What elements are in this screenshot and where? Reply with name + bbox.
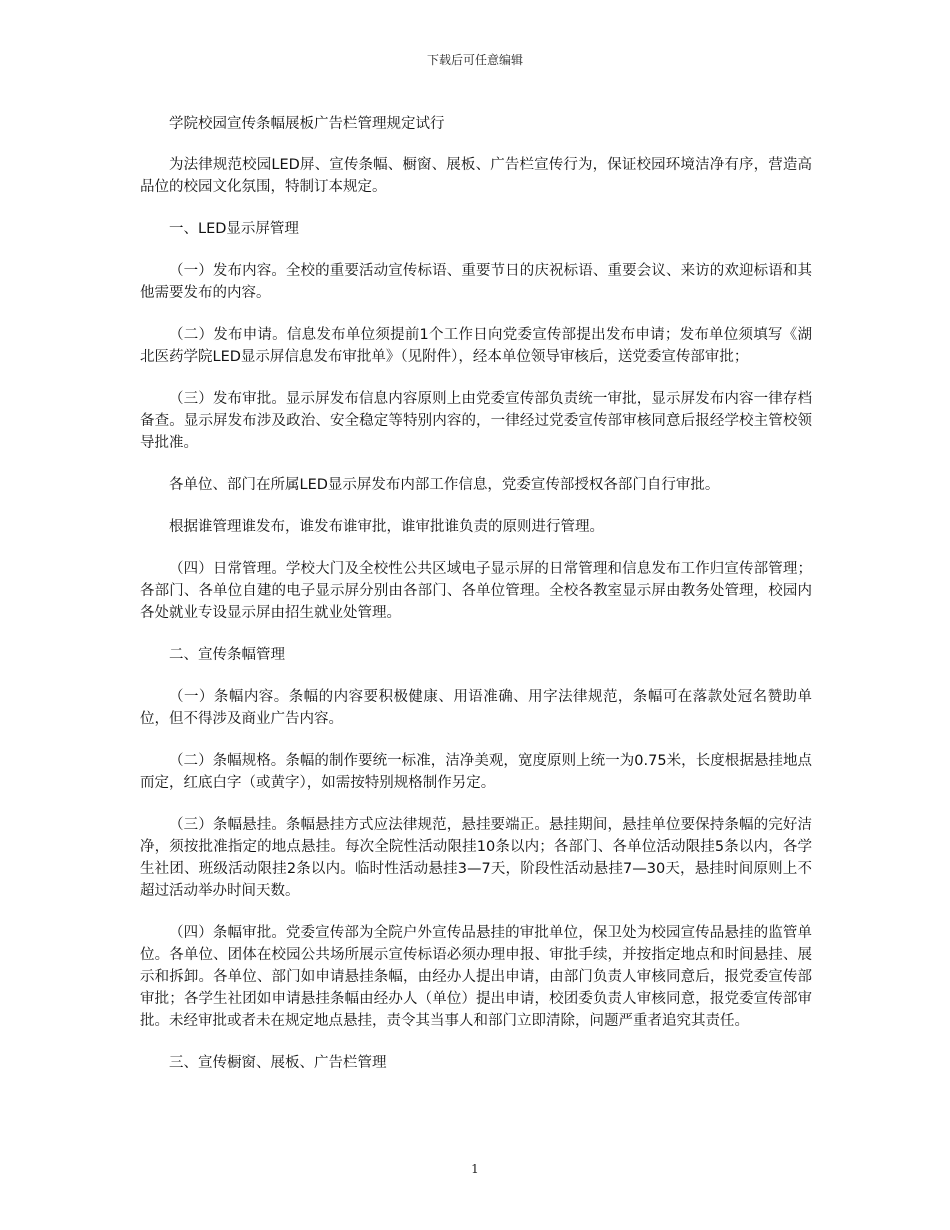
page-header: 下载后可任意编辑 [426,53,523,67]
section-1-paragraph-1: （一）发布内容。全校的重要活动宣传标语、重要节日的庆祝标语、重要会议、来访的欢迎标语和其他需要发布的内容。 [140,263,812,301]
section-2-paragraph-4: （四）条幅审批。党委宣传部为全院户外宣传品悬挂的审批单位，保卫处为校园宣传品悬挂的监管单位。各单位、团体在校园公共场所展示宣传标语必须办理申报、审批手续，并按指定地点和时间悬挂、展示和拆卸。各单位、部门如申请悬挂条幅，由经办人提出申请，由部门负责人审核同意后，报党委宣传部审批；各学生社团如申请悬挂条幅由经办人（单位）提出申请，校团委负责人审核同意，报党委宣传部审批。未经审批或者未在规定地点悬挂，责令其当事人和部门立即清除，问题严重者追究其责任。 [140,925,812,1029]
section-1-paragraph-3: （三）发布审批。显示屏发布信息内容原则上由党委宣传部负责统一审批，显示屏发布内容一律存档备查。显示屏发布涉及政治、安全稳定等特别内容的，一律经过党委宣传部审核同意后报经学校主管校领导批准。 [140,391,812,451]
page-number: 1 [471,1162,479,1176]
section-1-paragraph-6: （四）日常管理。学校大门及全校性公共区域电子显示屏的日常管理和信息发布工作归宣传部管理；各部门、各单位自建的电子显示屏分别由各部门、各单位管理。全校各教室显示屏由教务处管理，校园内各处就业专设显示屏由招生就业处管理。 [140,561,812,621]
section-2-paragraph-3: （三）条幅悬挂。条幅悬挂方式应法律规范，悬挂要端正。悬挂期间，悬挂单位要保持条幅的完好洁净，须按批准指定的地点悬挂。每次全院性活动限挂10条以内；各部门、各单位活动限挂5条以内，各学生社团、班级活动限挂2条以内。临时性活动悬挂3—7天，阶段性活动悬挂7—30天，悬挂时间原则上不超过活动举办时间天数。 [140,817,812,899]
document-body [140,113,812,1094]
section-2-heading: 二、宣传条幅管理 [169,647,285,663]
section-3-heading: 三、宣传橱窗、展板、广告栏管理 [169,1055,387,1071]
section-1-paragraph-5: 根据谁管理谁发布，谁发布谁审批，谁审批谁负责的原则进行管理。 [169,519,604,535]
section-1-heading: 一、LED显示屏管理 [169,221,299,237]
section-2-paragraph-1: （一）条幅内容。条幅的内容要积极健康、用语准确、用字法律规范，条幅可在落款处冠名赞助单位，但不得涉及商业广告内容。 [140,689,812,727]
document-title: 学院校园宣传条幅展板广告栏管理规定试行 [169,116,445,132]
section-2-paragraph-2: （二）条幅规格。条幅的制作要统一标准，洁净美观，宽度原则上统一为0.75米，长度根据悬挂地点而定，红底白字（或黄字），如需按特别规格制作另定。 [140,753,812,791]
section-1-paragraph-2: （二）发布申请。信息发布单位须提前1个工作日向党委宣传部提出发布申请；发布单位须填写《湖北医药学院LED显示屏信息发布审批单》（见附件），经本单位领导审核后，送党委宣传部审批； [140,327,812,365]
section-1-paragraph-4: 各单位、部门在所属LED显示屏发布内部工作信息，党委宣传部授权各部门自行审批。 [169,477,720,493]
intro-paragraph: 为法律规范校园LED屏、宣传条幅、橱窗、展板、广告栏宣传行为，保证校园环境洁净有序，营造高品位的校园文化氛围，特制订本规定。 [140,157,812,195]
